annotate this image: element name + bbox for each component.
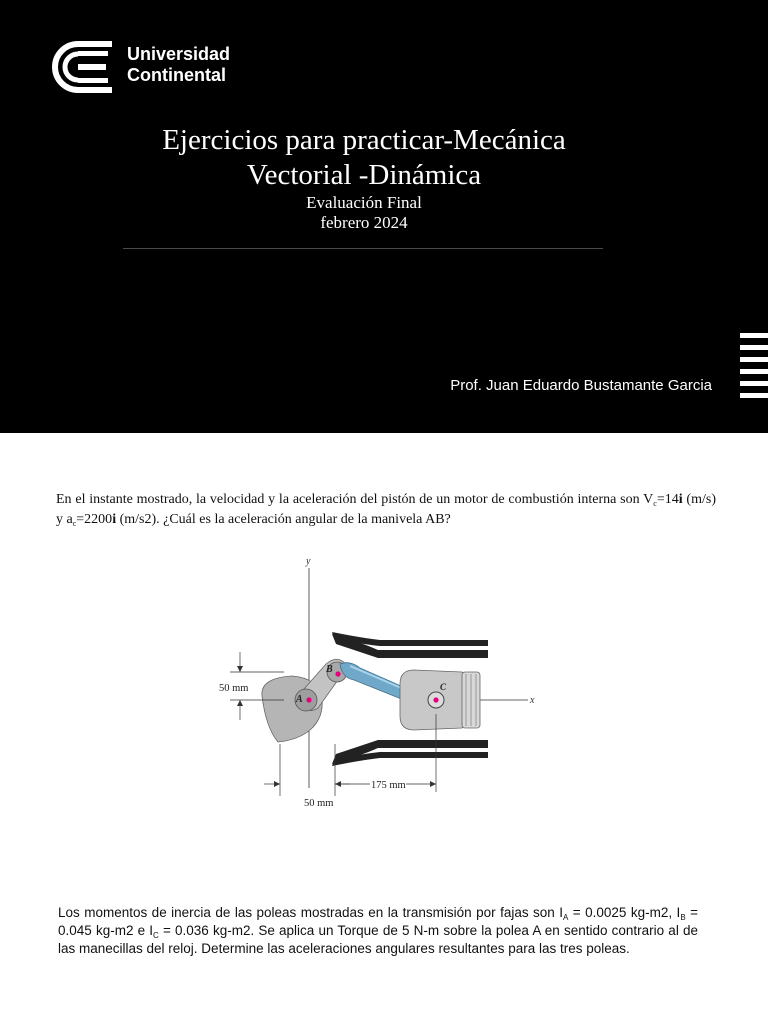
problem-1-statement <box>56 490 716 530</box>
point-a-marker <box>306 697 311 702</box>
p1-text-b: =14 <box>656 492 679 507</box>
dim-50mm-vertical: 50 mm <box>219 683 249 694</box>
title-banner <box>0 0 768 433</box>
p2-sub-c: C <box>153 931 159 940</box>
connecting-rod <box>340 663 410 700</box>
p1-bold-i2: i <box>112 512 117 527</box>
point-b-marker <box>335 671 340 676</box>
point-b-label: B <box>326 664 333 675</box>
x-axis-label: x <box>530 695 535 706</box>
document-subtitle-line-1: Evaluación Final <box>306 193 422 212</box>
p1-bold-i1: i <box>678 492 683 507</box>
dim-175-arrowhead-right <box>430 781 436 787</box>
p2-sub-a: A <box>563 913 569 922</box>
document-title-line-1: Ejercicios para practicar-Mecánica <box>162 124 566 156</box>
p1-text-e: (m/s2). ¿Cuál es la aceleración angular de la manivela AB? <box>116 512 451 527</box>
dim-50mm-horizontal: 50 mm <box>304 798 334 809</box>
point-c-label: C <box>440 682 447 692</box>
p2-text-a: Los momentos de inercia de las poleas mostradas en la transmisión por fajas son I <box>58 905 563 920</box>
point-c-marker <box>433 697 438 702</box>
p2-text-c: = 0.045 kg-m2 e I <box>58 905 699 938</box>
point-a-label: A <box>296 694 303 705</box>
document-subtitle-line-2: febrero 2024 <box>320 213 408 232</box>
problem-2-statement <box>58 904 698 958</box>
p1-text-d: =2200 <box>76 512 113 527</box>
y-axis-label: y <box>306 556 311 567</box>
dim-v-arrowhead-bottom <box>237 700 243 706</box>
p2-text-d: = 0.036 kg-m2. Se aplica un Torque de 5 N-m sobre la polea A en sentido contrario al de las manecillas del reloj. Determine las aceleraciones angulares resultantes para las tres poleas. <box>58 923 698 956</box>
brand-name <box>127 44 230 86</box>
p1-sub-c2: c <box>72 519 77 528</box>
title-divider <box>123 248 603 249</box>
dim-v-arrowhead-top <box>237 666 243 672</box>
p1-sub-c1: c <box>653 499 657 508</box>
p1-text-c: (m/s) y a <box>56 492 716 527</box>
dim-50h-arrowhead-left <box>274 781 280 787</box>
p2-sub-b: B <box>680 913 686 922</box>
universidad-continental-logo <box>40 40 116 94</box>
professor-name: Prof. Juan Eduardo Bustamante Garcia <box>450 377 712 394</box>
brand-line-2: Continental <box>127 65 226 85</box>
piston-crank-figure <box>200 548 560 818</box>
p1-text-a: En el instante mostrado, la velocidad y la aceleración del pistón de un motor de combustión interna son V <box>56 492 654 507</box>
brand-line-1: Universidad <box>127 44 231 64</box>
dim-175mm: 175 mm <box>371 780 406 791</box>
stripes-decoration-icon <box>740 333 768 401</box>
document-title-line-2: Vectorial -Dinámica <box>246 159 482 191</box>
p2-text-b: = 0.0025 kg-m2, I <box>568 905 681 920</box>
